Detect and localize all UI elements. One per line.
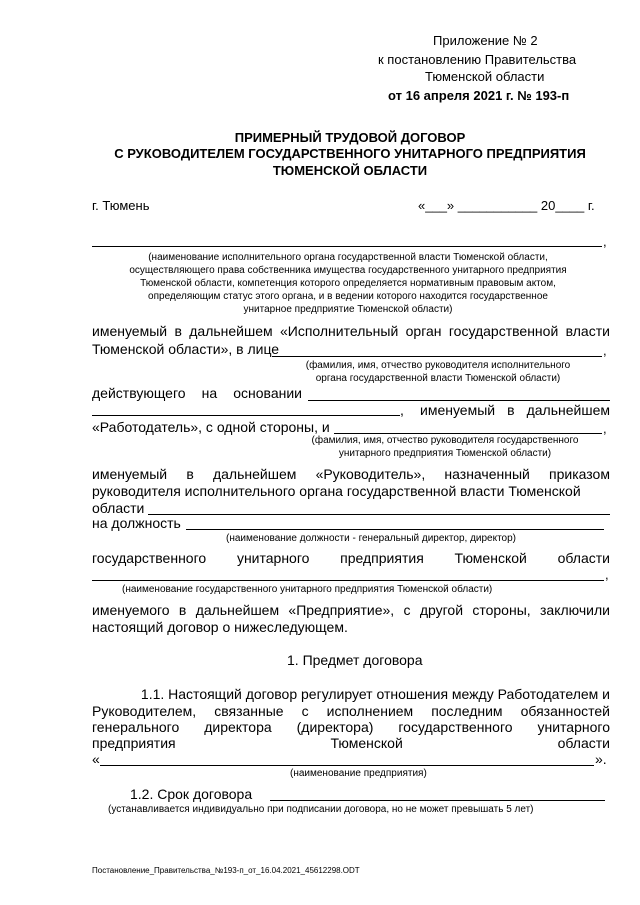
- position-label: на должность: [92, 515, 181, 531]
- order-line: [148, 514, 610, 515]
- manager-para-line-2: руководителя исполнительного органа государственной власти Тюменской: [92, 483, 581, 499]
- head-name-line: [272, 356, 602, 357]
- basis-line-2: [92, 415, 400, 416]
- enterprise-name-line: [100, 765, 594, 766]
- footer-filename: Постановление_Правительства_№193-п_от_16.04.2021_45612298.ODT: [92, 866, 360, 875]
- title-line-3: ТЮМЕНСКОЙ ОБЛАСТИ: [272, 163, 428, 178]
- org-name-line: [92, 246, 602, 247]
- gup-name-line: [92, 580, 604, 581]
- basis-line-1: [308, 400, 610, 401]
- head-comma: ,: [603, 343, 607, 358]
- hint-org-3: Тюменской области, компетенция которого определяется нормативным правовым актом,: [140, 278, 556, 289]
- hint-head-2: органа государственной власти Тюменской области): [315, 373, 561, 384]
- hint-enterprise: (наименование предприятия): [290, 768, 427, 779]
- enterprise-close-quote: ».: [595, 751, 607, 767]
- acting-basis-label: действующего на основании: [92, 385, 302, 401]
- named-employer-words: именуемый в дальнейшем: [420, 402, 610, 418]
- clause-1-1-line-2: Руководителем, связанные с исполнением последним обязанностей: [92, 703, 610, 719]
- section-1-heading: 1. Предмет договора: [287, 652, 423, 668]
- hint-org-5: унитарное предприятие Тюменской области): [243, 304, 453, 315]
- annex-line-2: к постановлению Правительства: [378, 52, 577, 67]
- place: г. Тюмень: [92, 198, 150, 213]
- title-line-2: С РУКОВОДИТЕЛЕМ ГОСУДАРСТВЕННОГО УНИТАРНОГО ПРЕДПРИЯТИЯ: [114, 146, 586, 161]
- clause-1-2-label: 1.2. Срок договора: [130, 786, 253, 802]
- enterprise-para-line-1: именуемого в дальнейшем «Предприятие», с другой стороны, заключили: [92, 602, 610, 618]
- annex-line-4: от 16 апреля 2021 г. № 193-п: [388, 88, 570, 103]
- contract-term-line: [270, 800, 605, 801]
- hint-position: (наименование должности - генеральный директор, директор): [226, 533, 517, 544]
- employer-text: «Работодатель», с одной стороны, и: [92, 419, 330, 435]
- hint-manager-1: (фамилия, имя, отчество руководителя государственного: [311, 435, 579, 446]
- manager-comma: ,: [603, 421, 607, 436]
- clause-1-1-line-1: 1.1. Настоящий договор регулирует отношения между Работодателем и: [140, 686, 610, 702]
- hint-head-1: (фамилия, имя, отчество руководителя исполнительного: [305, 360, 571, 371]
- hint-gup: (наименование государственного унитарного предприятия Тюменской области): [122, 584, 493, 595]
- enterprise-open-quote: «: [92, 751, 100, 767]
- clause-1-1-line-4: предприятия Тюменской области: [92, 735, 610, 751]
- hint-org-2: осуществляющего права собственника имущества государственного унитарного предприятия: [129, 265, 567, 276]
- named-exec-line-2: Тюменской области», в лице: [92, 341, 280, 357]
- title-line-1: ПРИМЕРНЫЙ ТРУДОВОЙ ДОГОВОР: [234, 130, 466, 145]
- date-template: «___» ___________ 20____ г.: [418, 198, 595, 213]
- gup-line: государственного унитарного предприятия Тюменской области: [92, 550, 610, 566]
- enterprise-para-line-2: настоящий договор о нижеследующем.: [92, 619, 348, 635]
- clause-1-1-line-3: генерального директора (директора) государственного унитарного: [92, 719, 610, 735]
- annex-line-1: Приложение № 2: [433, 33, 538, 48]
- named-exec-line-1: именуемый в дальнейшем «Исполнительный орган государственной власти: [92, 323, 610, 339]
- position-line: [186, 529, 604, 530]
- hint-org-1: (наименование исполнительного органа государственной власти Тюменской области,: [148, 252, 548, 263]
- hint-org-4: определяющим статус этого органа, и в ведении которого находится государственное: [148, 291, 548, 302]
- gup-comma: ,: [605, 567, 609, 582]
- hint-term: (устанавливается индивидуально при подписании договора, но не может превышать 5 лет): [108, 804, 534, 815]
- basis-comma: ,: [400, 402, 404, 418]
- manager-para-line-3: области: [92, 500, 145, 516]
- org-comma: ,: [603, 234, 607, 249]
- annex-line-3: Тюменской области: [425, 69, 545, 84]
- hint-manager-2: унитарного предприятия Тюменской области): [338, 448, 552, 459]
- manager-para-line-1: именуемый в дальнейшем «Руководитель», назначенный приказом: [92, 466, 610, 482]
